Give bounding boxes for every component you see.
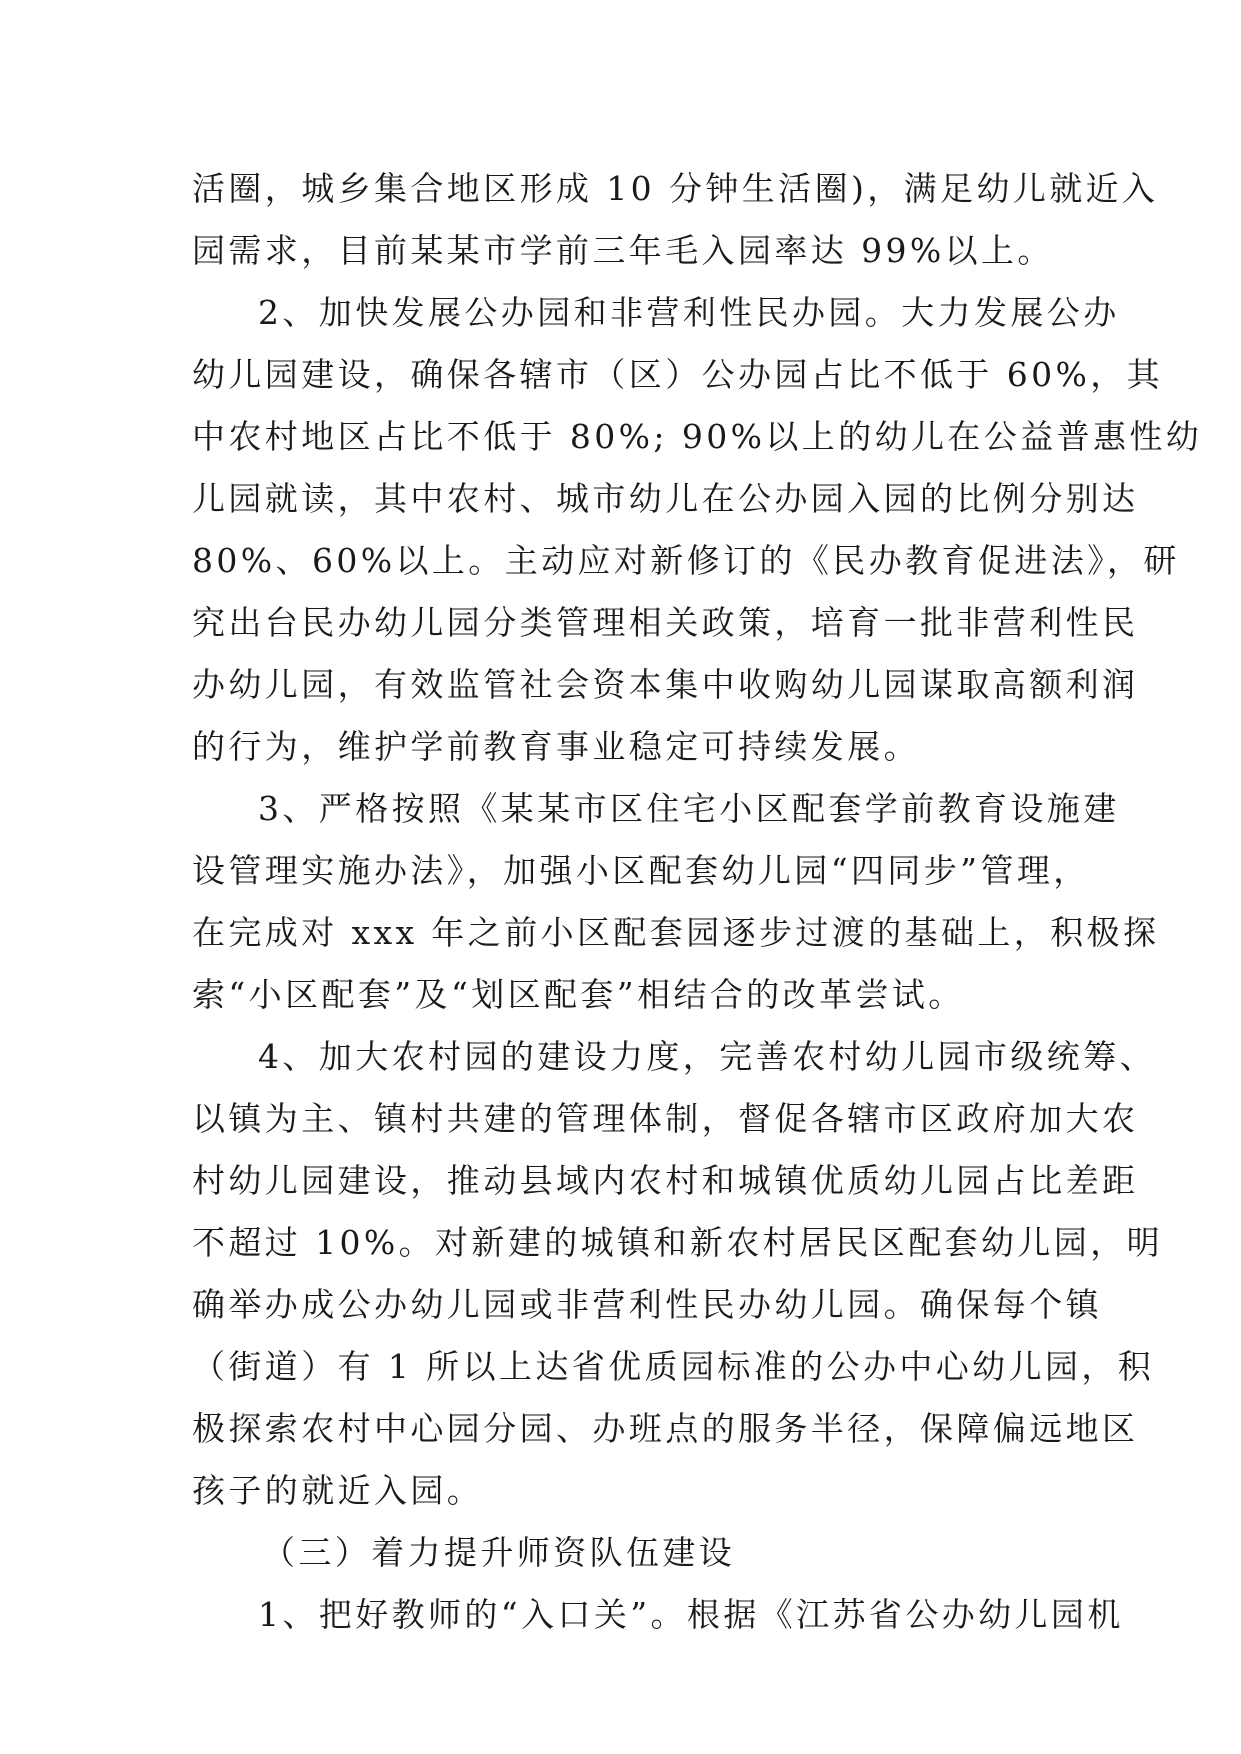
paragraph-start-line: 4、加大农村园的建设力度，完善农村幼儿园市级统筹、 xyxy=(258,1037,1156,1076)
text-line: 究出台民办幼儿园分类管理相关政策，培育一批非营利性民 xyxy=(192,603,1139,642)
text-line: 80%、60%以上。主动应对新修订的《民办教育促进法》，研 xyxy=(192,541,1180,580)
text-line: 儿园就读，其中农村、城市幼儿在公办园入园的比例分别达 xyxy=(192,479,1139,518)
text-line: 幼儿园建设，确保各辖市（区）公办园占比不低于 60%，其 xyxy=(192,355,1164,394)
text-line: 园需求，目前某某市学前三年毛入园率达 99%以上。 xyxy=(192,231,1054,270)
text-line: 中农村地区占比不低于 80%; 90%以上的幼儿在公益普惠性幼 xyxy=(192,417,1203,456)
text-line: 索“小区配套”及“划区配套”相结合的改革尝试。 xyxy=(192,975,965,1014)
text-line: 办幼儿园，有效监管社会资本集中收购幼儿园谋取高额利润 xyxy=(192,665,1139,704)
text-line: 活圈，城乡集合地区形成 10 分钟生活圈)，满足幼儿就近入 xyxy=(192,169,1159,208)
paragraph-start-line: 3、严格按照《某某市区住宅小区配套学前教育设施建 xyxy=(258,789,1120,828)
paragraph-start-line: 1、把好教师的“入口关”。根据《江苏省公办幼儿园机 xyxy=(258,1595,1124,1634)
text-line: 的行为，维护学前教育事业稳定可持续发展。 xyxy=(192,727,920,766)
text-line: 确举办成公办幼儿园或非营利性民办幼儿园。确保每个镇 xyxy=(192,1285,1102,1324)
text-line: 极探索农村中心园分园、办班点的服务半径，保障偏远地区 xyxy=(192,1409,1139,1448)
text-line: 以镇为主、镇村共建的管理体制，督促各辖市区政府加大农 xyxy=(192,1099,1139,1138)
text-line: 不超过 10%。对新建的城镇和新农村居民区配套幼儿园，明 xyxy=(192,1223,1164,1262)
text-line: 村幼儿园建设，推动县域内农村和城镇优质幼儿园占比差距 xyxy=(192,1161,1139,1200)
text-line: （街道）有 1 所以上达省优质园标准的公办中心幼儿园，积 xyxy=(192,1347,1155,1386)
body-text xyxy=(192,158,1203,1646)
section-heading: （三）着力提升师资队伍建设 xyxy=(262,1533,736,1572)
text-line: 在完成对 xxx 年之前小区配套园逐步过渡的基础上，积极探 xyxy=(192,913,1160,952)
text-line: 设管理实施办法》，加强小区配套幼儿园“四同步”管理， xyxy=(192,851,1090,890)
text-line: 孩子的就近入园。 xyxy=(192,1471,484,1510)
paragraph-start-line: 2、加快发展公办园和非营利性民办园。大力发展公办 xyxy=(258,293,1120,332)
